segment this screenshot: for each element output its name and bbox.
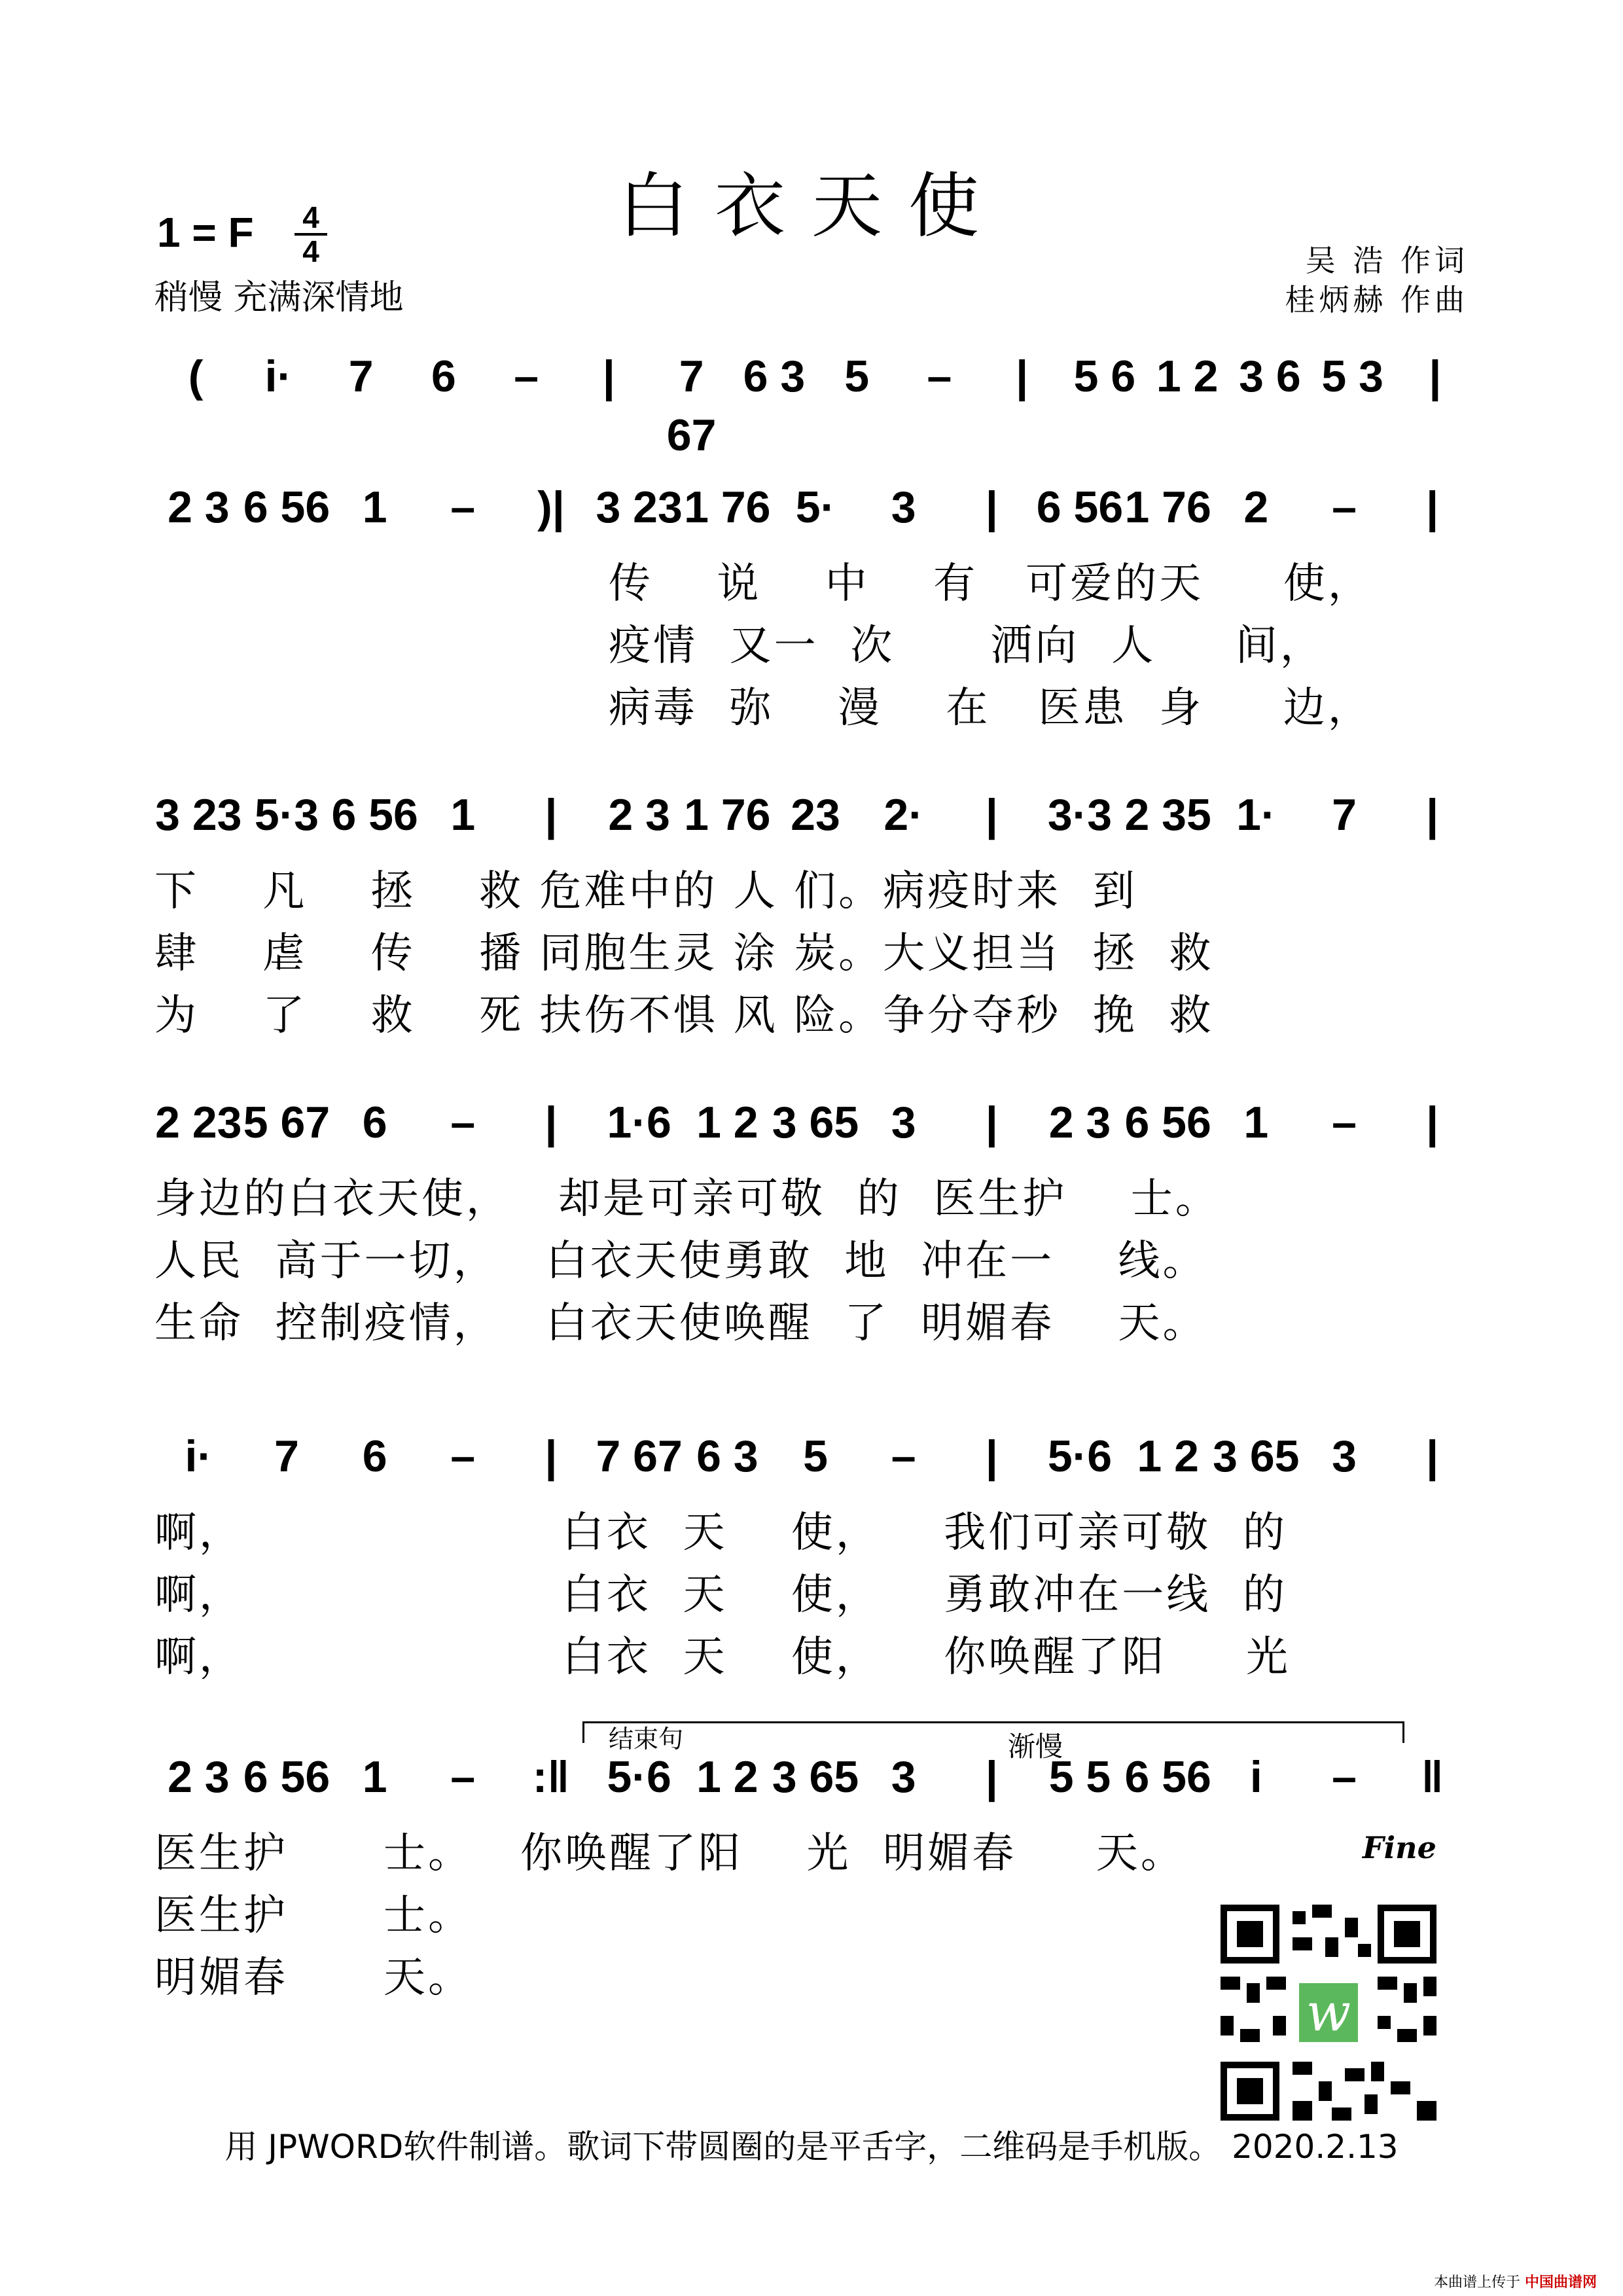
page-title: 白衣天使: [617, 166, 1005, 247]
score-system: [154, 1093, 1476, 1165]
note: 3: [891, 1752, 916, 1802]
note: 2 3: [608, 790, 670, 840]
barline: )|: [537, 482, 565, 532]
note: 3: [891, 482, 916, 532]
note: 6 56: [243, 482, 330, 532]
fine-label: Fine: [1363, 1830, 1436, 1865]
note: –: [514, 351, 539, 401]
note: 5·3: [254, 790, 319, 840]
lyric-line: 为 了 救 死 扶伤不惧 风 险。争分夺秒 挽 救: [154, 992, 1214, 1040]
lyric-line: 疫情 又一 次 洒向 人 间，: [609, 622, 1325, 670]
key-signature: 1 = F: [157, 209, 254, 256]
barline: |: [1426, 1431, 1439, 1481]
ending-bracket: [582, 1721, 1404, 1743]
note: 1: [450, 790, 476, 840]
note: 2 35: [1124, 790, 1211, 840]
score-system: [154, 1748, 1476, 1820]
note: 1 2: [696, 1752, 758, 1802]
note: –: [450, 482, 476, 532]
note: i·: [264, 351, 293, 401]
note: 2 3: [1048, 1098, 1111, 1147]
note: 5: [803, 1431, 828, 1481]
barline: |: [985, 1752, 998, 1802]
note: 2 3: [168, 1752, 230, 1802]
note: 6: [362, 1098, 387, 1147]
note: 3 23: [596, 482, 683, 532]
note: 3: [1332, 1431, 1357, 1481]
footer-note: 用 JPWORD软件制谱。歌词下带圆圈的是平舌字，二维码是手机版。 2020.2.13: [224, 2128, 1399, 2166]
lyric-line: 生命 控制疫情， 白衣天使唤醒 了 明媚春 天。: [154, 1299, 1207, 1348]
notes-line: [154, 1427, 1476, 1499]
barline: :‖: [532, 1752, 570, 1802]
lyric-line: 下 凡 拯 救 危难中的 人 们。病疫时来 到: [154, 867, 1137, 916]
lyric-line: 病毒 弥 漫 在 医患 身 边，: [609, 684, 1372, 732]
note: 3 65: [1213, 1431, 1300, 1481]
note: 5 6: [1073, 351, 1136, 401]
note: 6 56: [331, 790, 418, 840]
note: 2·: [883, 790, 923, 840]
note: 1: [362, 1752, 387, 1802]
barline: |: [544, 790, 558, 840]
brand-name: 中国曲谱网: [1524, 2274, 1597, 2291]
note: –: [1332, 1752, 1357, 1802]
note: 2 3: [168, 482, 230, 532]
barline: |: [602, 351, 615, 401]
note: 6 56: [1124, 1098, 1211, 1147]
note: 1: [1243, 1098, 1269, 1147]
lyric-line: 明媚春 天。: [154, 1954, 473, 2002]
note: 6 56: [1036, 482, 1124, 532]
note: 1 76: [684, 790, 771, 840]
barline: |: [985, 790, 998, 840]
lyricist-credit: 吴 浩 作词: [1305, 243, 1469, 278]
note: 7: [274, 1431, 299, 1481]
note: 5·: [795, 482, 836, 532]
lyric-line: 医生护 士。 你唤醒了阳 光 明媚春 天。: [154, 1829, 1185, 1878]
notes-line: [154, 347, 1476, 460]
lyric-line: 啊， 白衣 天 使， 勇敢冲在一线 的: [154, 1571, 1287, 1619]
note: –: [450, 1098, 476, 1147]
note: 1: [362, 482, 387, 532]
note: 2: [1243, 482, 1269, 532]
upload-note: 本曲谱上传于: [1433, 2274, 1520, 2291]
lyric-line: 传 说 中 有 可爱的天 使，: [609, 560, 1372, 608]
barline: |: [1426, 482, 1439, 532]
note: 5 67: [243, 1098, 330, 1147]
composer-credit: 桂炳赫 作曲: [1285, 282, 1469, 317]
note: 6: [431, 351, 456, 401]
lyric-line: 人民 高于一切， 白衣天使勇敢 地 冲在一 线。: [154, 1237, 1207, 1285]
site-brand: [1434, 2271, 1597, 2291]
barline: |: [544, 1098, 558, 1147]
note: 1 2: [1137, 1431, 1199, 1481]
lyric-line: 啊， 白衣 天 使， 我们可亲可敬 的: [154, 1509, 1287, 1557]
barline: |: [544, 1431, 558, 1481]
note: 6 56: [243, 1752, 330, 1802]
score-system: [154, 478, 1476, 550]
barline: |: [1016, 351, 1029, 401]
note: 1 76: [684, 482, 771, 532]
note: 5 3: [1321, 351, 1383, 401]
qr-code: [1221, 1905, 1436, 2121]
note: –: [450, 1752, 476, 1802]
note: –: [891, 1431, 916, 1481]
notes-line: [154, 1093, 1476, 1165]
time-signature: [294, 200, 327, 268]
notes-line: [154, 478, 1476, 550]
score-system: [154, 1427, 1476, 1499]
barline: ‖: [1421, 1752, 1444, 1802]
ritardando-label: 渐慢: [1008, 1731, 1063, 1763]
note: i: [1249, 1752, 1262, 1802]
notes-line: [154, 785, 1476, 857]
lyric-line: 啊， 白衣 天 使， 你唤醒了阳 光: [154, 1633, 1291, 1681]
note: 6 56: [1124, 1752, 1211, 1802]
lyric-line: 身边的白衣天使， 却是可亲可敬 的 医生护 士。: [154, 1175, 1220, 1223]
barline: |: [985, 1431, 998, 1481]
note: 3·3: [1047, 790, 1113, 840]
note: 1 2: [696, 1098, 758, 1147]
svg-text:w: w: [1306, 1982, 1351, 2043]
barline: |: [985, 1098, 998, 1147]
note: 23: [791, 790, 840, 840]
score-system: [154, 785, 1476, 857]
note: 1 2: [1156, 351, 1219, 401]
note: 3 23: [155, 790, 242, 840]
note: 7 67: [596, 1431, 683, 1481]
note: –: [1332, 1098, 1357, 1147]
note: 3 65: [772, 1752, 859, 1802]
note: 5 5: [1048, 1752, 1111, 1802]
note: 2 23: [155, 1098, 242, 1147]
note: 6 3: [743, 351, 806, 401]
barline: |: [985, 482, 998, 532]
time-signature-bottom: 4: [302, 234, 319, 268]
barline: |: [1426, 790, 1439, 840]
note: 1·: [1236, 790, 1276, 840]
note: –: [927, 351, 952, 401]
note: 3: [891, 1098, 916, 1147]
tempo-marking: 稍慢 充满深情地: [154, 278, 404, 317]
notes-line: [154, 1748, 1476, 1820]
barline: |: [1429, 351, 1442, 401]
note: i·: [185, 1431, 213, 1481]
note: –: [1332, 482, 1357, 532]
note: 7: [348, 351, 374, 401]
lyric-line: 肆 虐 传 播 同胞生灵 涂 炭。大义担当 拯 救: [154, 929, 1214, 978]
note: –: [450, 1431, 476, 1481]
note: 3 65: [772, 1098, 859, 1147]
score-system: [154, 347, 1476, 460]
qr-code-image: [1221, 1905, 1436, 2121]
note: 5·6: [1047, 1431, 1113, 1481]
note: 5: [844, 351, 870, 401]
time-signature-top: 4: [302, 200, 319, 234]
note: (: [188, 351, 204, 401]
note: 7: [1332, 790, 1357, 840]
note: 6: [362, 1431, 387, 1481]
lyric-line: 医生护 士。: [154, 1892, 473, 1940]
note: 3 6: [1239, 351, 1301, 401]
note: 1·6: [607, 1098, 671, 1147]
note: 1 76: [1124, 482, 1211, 532]
barline: |: [1426, 1098, 1439, 1147]
note: 7 67: [666, 351, 717, 460]
ending-label: 结束句: [609, 1725, 684, 1753]
note: 5·6: [607, 1752, 671, 1802]
note: 6 3: [696, 1431, 758, 1481]
